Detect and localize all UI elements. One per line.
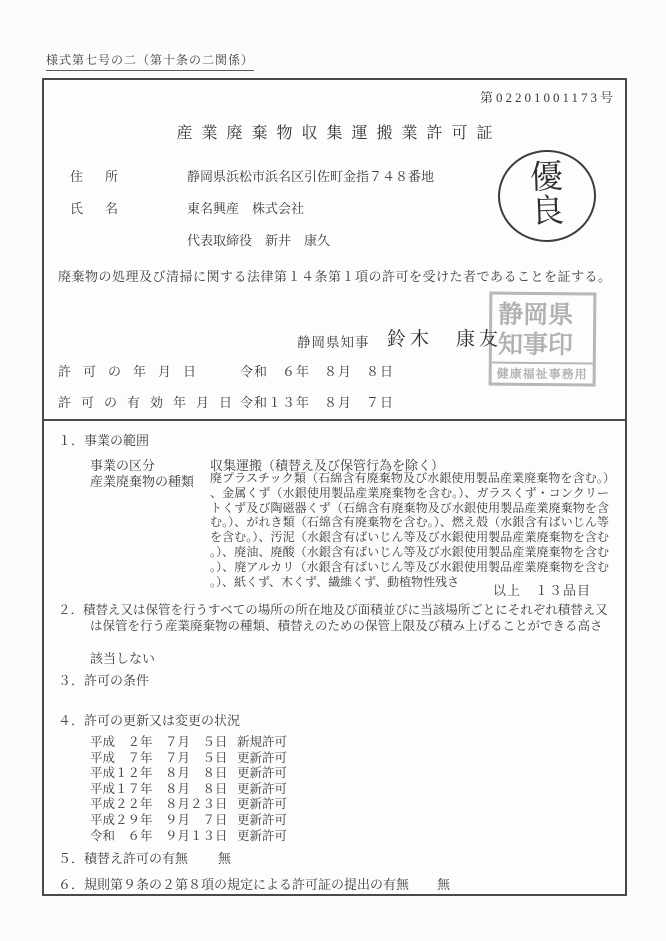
seal-row-2-text: 知事印 bbox=[497, 329, 574, 360]
history-date: 平成 ７年 ７月 ５日 bbox=[90, 750, 228, 765]
history-date: 平成１２年 ８月 ８日 bbox=[90, 766, 228, 781]
history-date: 平成 ２年 ７月 ５日 bbox=[90, 735, 228, 749]
permit-history-table bbox=[90, 732, 288, 843]
history-type: 新規許可 bbox=[237, 735, 288, 749]
seal-main-area bbox=[492, 295, 594, 363]
document-title: 産業廃棄物収集運搬業許可証 bbox=[176, 125, 502, 142]
excellence-stamp bbox=[496, 148, 597, 243]
history-date: 平成１７年 ８月 ８日 bbox=[90, 781, 228, 796]
business-category-label: 事業の区分 bbox=[90, 458, 156, 473]
section6-answer: 無 bbox=[437, 877, 451, 892]
excellence-stamp-char-bottom: 良 bbox=[530, 193, 565, 231]
history-row bbox=[90, 826, 288, 843]
certification-statement: 廃棄物の処理及び清掃に関する法律第１４条第１項の許可を受けた者であることを証する。 bbox=[58, 269, 612, 284]
history-type: 更新許可 bbox=[237, 781, 288, 796]
document-number: 第02201001173号 bbox=[479, 90, 616, 105]
waste-types-value: 廃プラスチック類（石綿含有廃棄物及び水銀使用製品産業廃棄物を含む。）、金属くず（水銀使用製品産業廃棄物を含む。）、ガラスくず・コンクリートくず及び陶磁器くず（石綿含有廃棄物及び水銀使用製品産業廃棄物を含む。）、がれき類（石綿含有廃棄物を含む。）、燃え殻（水銀含有ばいじん等を含む。）、汚泥（水銀含有ばいじん等及び水銀使用製品産業廃棄物を含む。）、廃油、廃酸（水銀含有ばいじん等及び水銀使用製品産業廃棄物を含む。）、廃アルカリ（水銀含有ばいじん等及び水銀使用製品産業廃棄物を含む。）、紙くず、木くず、繊維くず、動植物性残さ bbox=[210, 471, 609, 589]
section3-title: ３．許可の条件 bbox=[58, 673, 150, 688]
expiry-date-label: 許可の有効年月日 bbox=[58, 395, 243, 410]
name-label: 氏名 bbox=[70, 201, 141, 216]
name-value: 東名興産 株式会社 bbox=[187, 201, 305, 216]
section6-line bbox=[58, 874, 450, 893]
section5-title: ５．積替え許可の有無 bbox=[58, 851, 189, 866]
section5-answer: 無 bbox=[218, 851, 232, 866]
history-type: 更新許可 bbox=[237, 812, 288, 827]
grant-date-label: 許可の年月日 bbox=[58, 364, 209, 379]
issuer-title: 静岡県知事 bbox=[297, 335, 370, 350]
history-type: 更新許可 bbox=[237, 797, 288, 812]
history-row bbox=[90, 794, 288, 812]
excellence-stamp-char-top: 優 bbox=[529, 159, 564, 197]
seal-row-1-text: 静岡県 bbox=[498, 299, 574, 330]
history-type: 更新許可 bbox=[237, 766, 288, 781]
section1-title: １．事業の範囲 bbox=[58, 433, 150, 448]
section4-title: ４．許可の更新又は変更の状況 bbox=[58, 713, 241, 728]
representative-value: 代表取締役 新井 康久 bbox=[187, 233, 331, 248]
history-row bbox=[90, 810, 288, 827]
seal-bottom-band: 健康福祉事務用 bbox=[492, 362, 593, 384]
history-row bbox=[90, 779, 288, 796]
history-date: 平成２９年 ９月 ７日 bbox=[90, 812, 228, 827]
history-date: 令和 ６年 ９月１３日 bbox=[90, 828, 228, 843]
seal-row-2 bbox=[494, 329, 591, 360]
business-category-value: 収集運搬（積替え及び保管行為を除く） bbox=[210, 458, 445, 473]
governor-official-seal bbox=[489, 292, 597, 387]
grant-date-value: 令和 ６年 ８月 ８日 bbox=[240, 364, 395, 379]
form-number-label: 様式第七号の二（第十条の二関係） bbox=[46, 51, 254, 71]
section2-value: 該当しない bbox=[90, 651, 156, 666]
history-type: 更新許可 bbox=[237, 828, 288, 843]
address-label: 住所 bbox=[70, 169, 141, 184]
issuer-name: 鈴木 康友 bbox=[387, 329, 503, 350]
section2-title: ２．積替え又は保管を行うすべての場所の所在地及び面積並びに当該場所ごとにそれぞれ積替え又は保管を行う産業廃棄物の種類、積替えのための保管上限及び積み上げることができる高さ bbox=[58, 603, 608, 633]
section6-title: ６．規則第９条の２第８項の規定による許可証の提出の有無 bbox=[58, 877, 410, 892]
address-value: 静岡県浜松市浜名区引佐町金指７４８番地 bbox=[187, 169, 435, 184]
waste-types-total: 以上 １３品目 bbox=[492, 583, 591, 598]
waste-types-label: 産業廃棄物の種類 bbox=[90, 474, 195, 489]
section-divider bbox=[42, 419, 627, 421]
seal-row-1 bbox=[494, 299, 591, 330]
section5-line bbox=[58, 848, 231, 867]
history-row bbox=[90, 732, 288, 749]
history-type: 更新許可 bbox=[237, 750, 288, 765]
history-row bbox=[90, 748, 288, 765]
history-row bbox=[90, 763, 288, 781]
expiry-date-value: 令和１３年 ８月 ７日 bbox=[240, 395, 395, 410]
certificate-border-box bbox=[42, 78, 627, 896]
history-date: 平成２２年 ８月２３日 bbox=[90, 797, 228, 812]
